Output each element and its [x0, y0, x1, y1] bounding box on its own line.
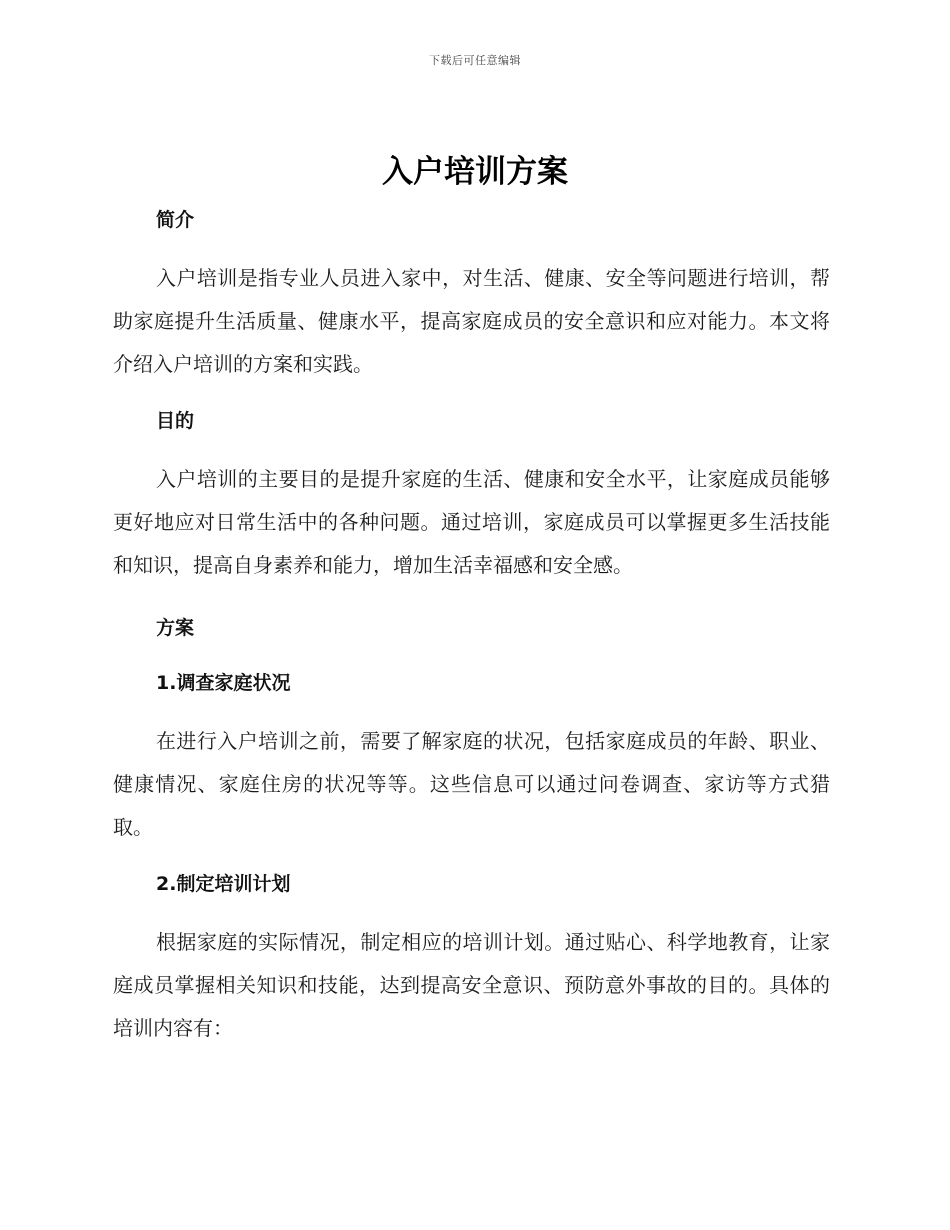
- section-heading-intro: 简介: [156, 209, 195, 231]
- section-body-training-plan: 根据家庭的实际情况，制定相应的培训计划。通过贴心、科学地教育，让家庭成员掌握相关知识和技能，达到提高安全意识、预防意外事故的目的。具体的培训内容有：: [113, 930, 830, 1040]
- section-heading-training-plan: 2.制定培训计划: [156, 873, 291, 895]
- section-body-purpose: 入户培训的主要目的是提升家庭的生活、健康和安全水平，让家庭成员能够更好地应对日常生活中的各种问题。通过培训，家庭成员可以掌握更多生活技能和知识，提高自身素养和能力，增加生活幸福感和安全感。: [113, 467, 830, 577]
- section-heading-plan: 方案: [156, 617, 195, 639]
- section-body-intro: 入户培训是指专业人员进入家中，对生活、健康、安全等问题进行培训，帮助家庭提升生活质量、健康水平，提高家庭成员的安全意识和应对能力。本文将介绍入户培训的方案和实践。: [113, 266, 830, 376]
- document-body: [113, 205, 830, 1050]
- section-heading-purpose: 目的: [156, 410, 195, 432]
- section-heading-survey: 1.调查家庭状况: [156, 672, 291, 694]
- document-title: 入户培训方案: [382, 154, 568, 190]
- header-note: 下载后可任意编辑: [429, 54, 521, 67]
- section-body-survey: 在进行入户培训之前，需要了解家庭的状况，包括家庭成员的年龄、职业、健康情况、家庭住房的状况等等。这些信息可以通过问卷调查、家访等方式猎取。: [113, 729, 830, 839]
